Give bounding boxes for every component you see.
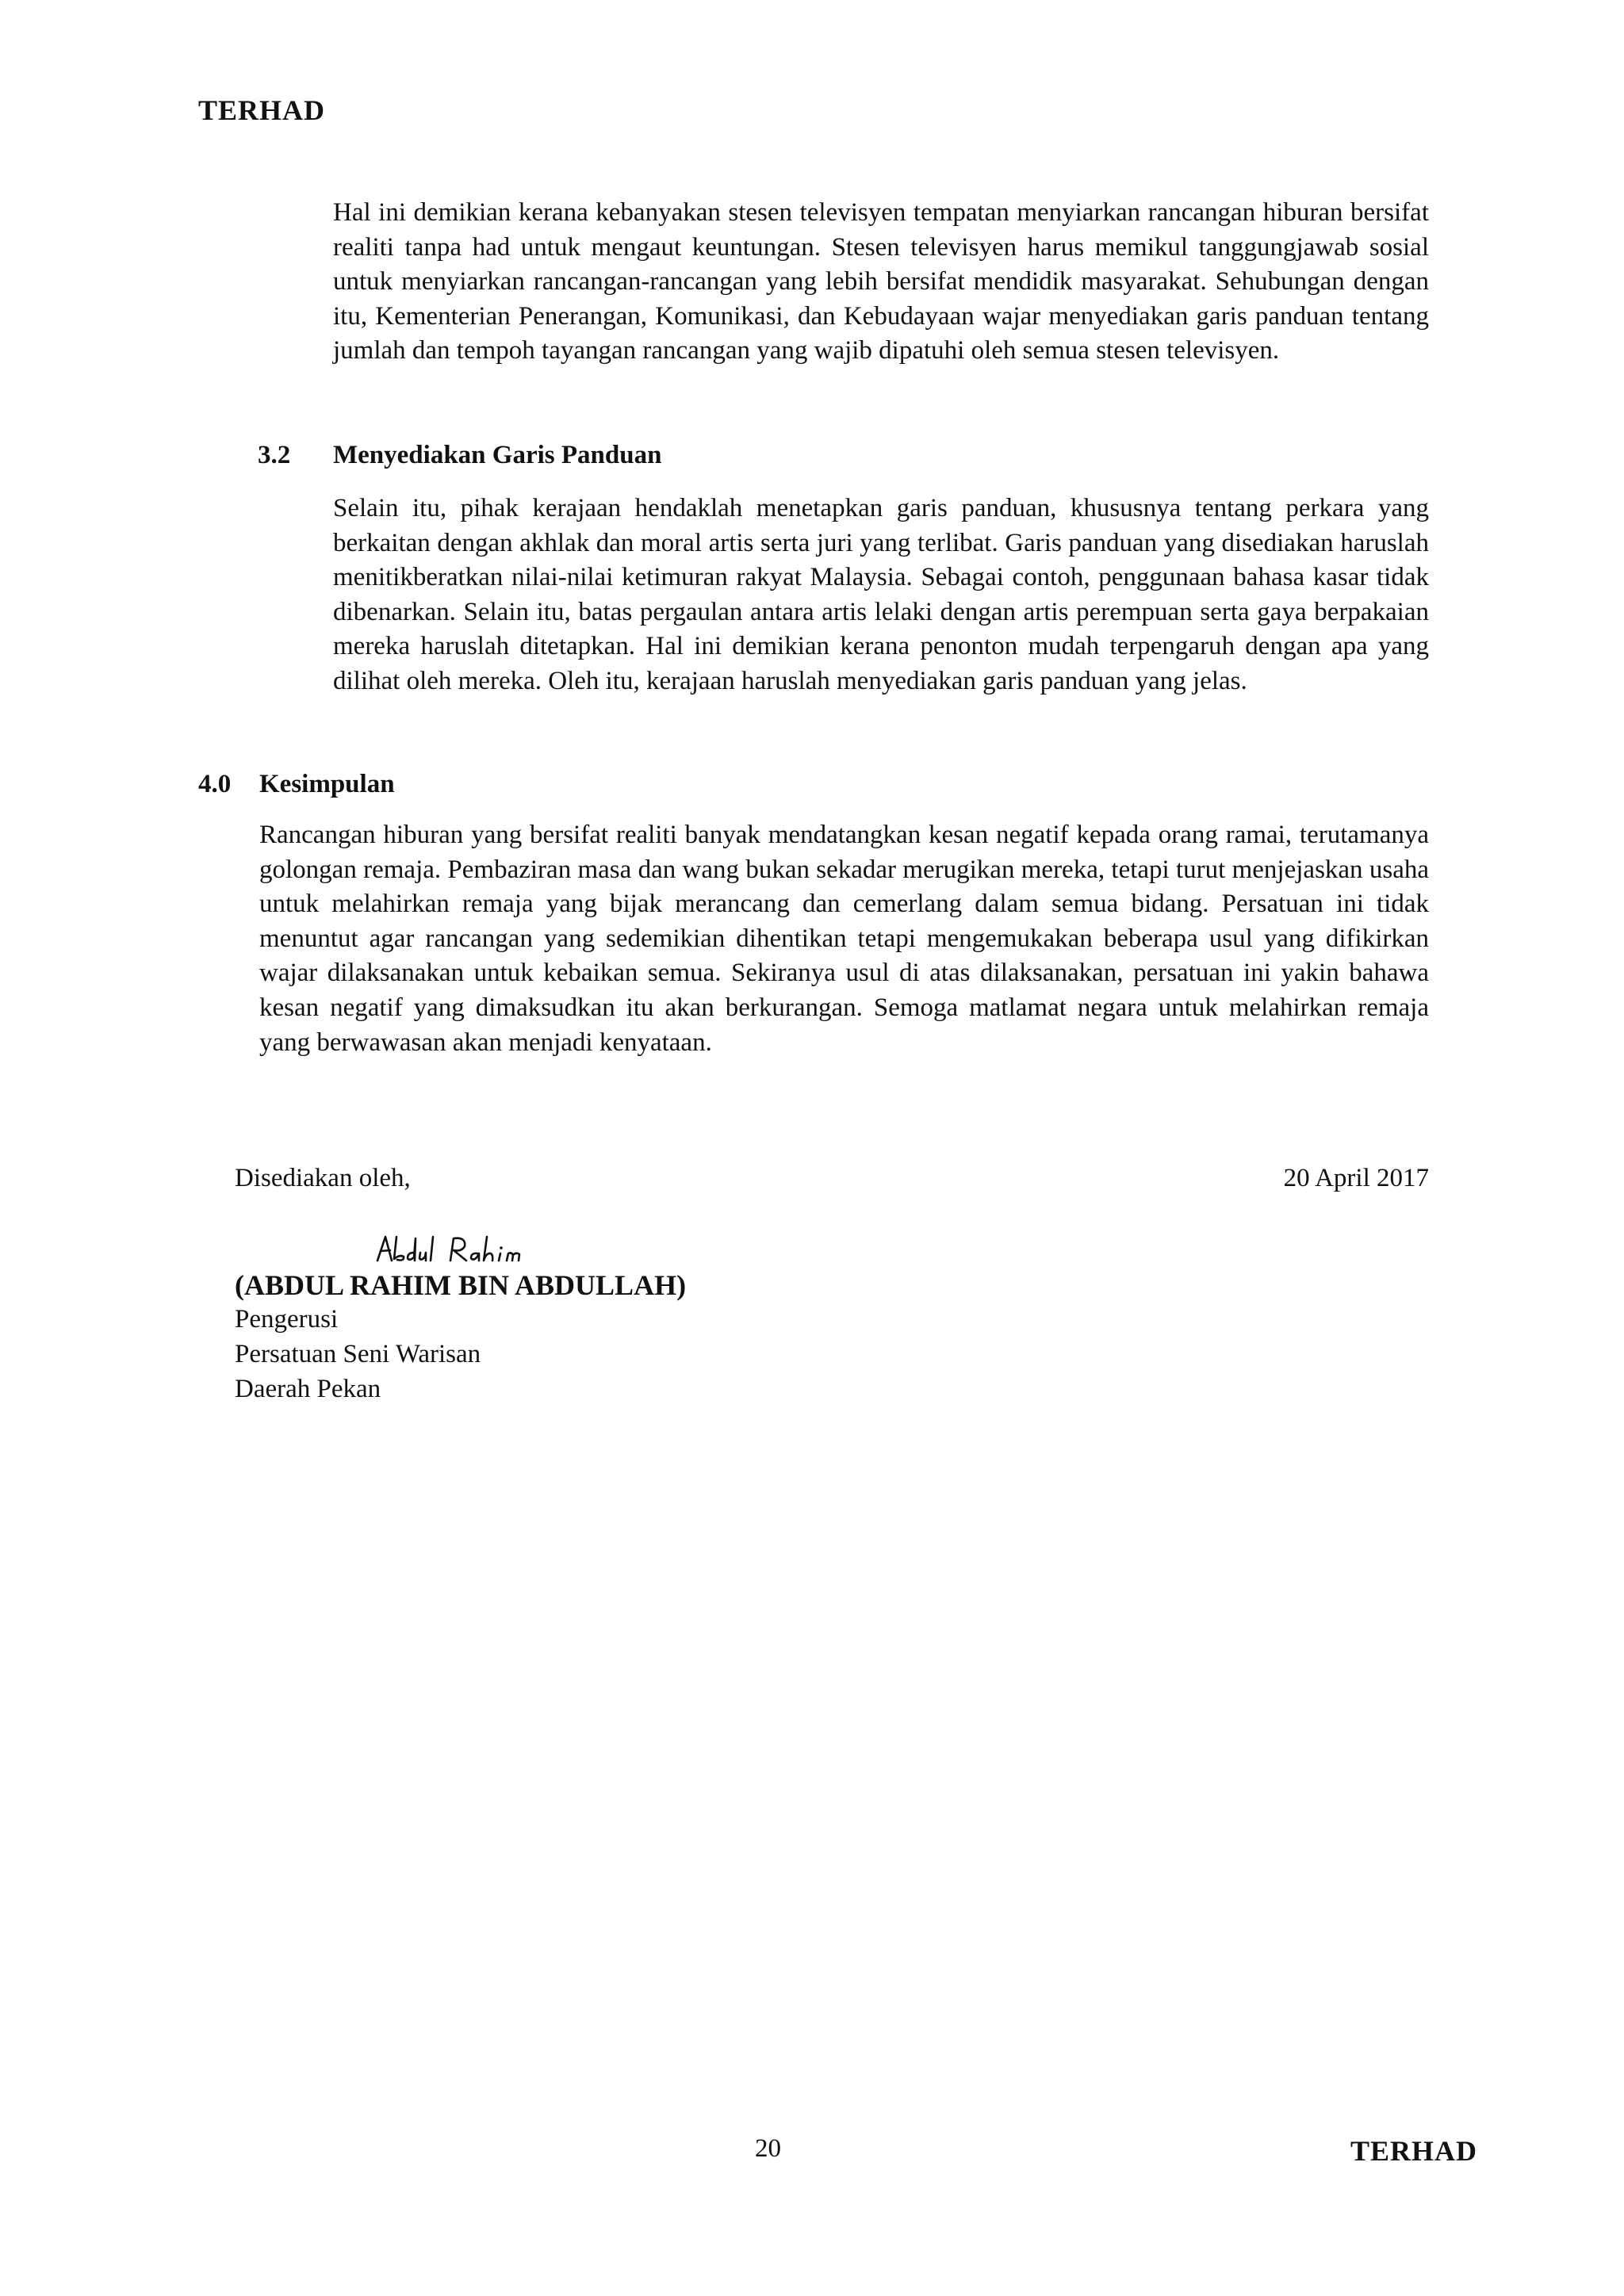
header-classification-label: TERHAD <box>198 94 326 126</box>
page-number: 20 <box>755 2134 781 2163</box>
section-3-2-title: Menyediakan Garis Panduan <box>333 441 662 469</box>
paragraph-conclusion: Rancangan hiburan yang bersifat realiti banyak mendatangkan kesan negatif kepada orang ramai, terutamanya golongan remaja. Pembaziran masa dan wang bukan sekadar merugikan mereka, tetapi turut menjejaskan usaha untuk melahirkan remaja yang bijak merancang dan cemerlang dalam semua bidang. Persatuan ini tidak menuntut agar rancangan yang sedemikian dihentikan tetapi mengemukakan beberapa usul yang difikirkan wajar dilaksanakan untuk kebaikan semua. Sekiranya usul di atas dilaksanakan, persatuan ini yakin bahawa kesan negatif yang dimaksudkan itu akan berkurangan. Semoga matlamat negara untuk melahirkan remaja yang berwawasan akan menjadi kenyataan. <box>259 821 1429 1057</box>
document-date: 20 April 2017 <box>1283 1164 1429 1192</box>
section-3-2-number: 3.2 <box>258 441 291 469</box>
section-4-0-title: Kesimpulan <box>259 770 395 798</box>
paragraph-tv-stations: Hal ini demikian kerana kebanyakan stesen televisyen tempatan menyiarkan rancangan hiburan bersifat realiti tanpa had untuk mengaut keuntungan. Stesen televisyen harus memikul tanggungjawab sosial untuk menyiarkan rancangan-rancangan yang lebih bersifat mendidik masyarakat. Sehubungan dengan itu, Kementerian Penerangan, Komunikasi, dan Kebudayaan wajar menyediakan garis panduan tentang jumlah dan tempoh tayangan rancangan yang wajib dipatuhi oleh semua stesen televisyen. <box>333 198 1429 365</box>
handwritten-signature <box>373 1230 531 1269</box>
signer-position: Pengerusi <box>235 1305 339 1334</box>
footer-classification-label: TERHAD <box>1350 2135 1477 2167</box>
signer-name: (ABDUL RAHIM BIN ABDULLAH) <box>235 1269 687 1301</box>
section-4-0-number: 4.0 <box>198 770 232 798</box>
prepared-by-label: Disediakan oleh, <box>235 1164 411 1192</box>
signer-district: Daerah Pekan <box>235 1375 381 1403</box>
paragraph-guidelines: Selain itu, pihak kerajaan hendaklah menetapkan garis panduan, khususnya tentang perkara yang berkaitan dengan akhlak dan moral artis serta juri yang terlibat. Garis panduan yang disediakan haruslah menitikberatkan nilai-nilai ketimuran rakyat Malaysia. Sebagai contoh, penggunaan bahasa kasar tidak dibenarkan. Selain itu, batas pergaulan antara artis lelaki dengan artis perempuan serta gaya berpakaian mereka haruslah ditetapkan. Hal ini demikian kerana penonton mudah terpengaruh dengan apa yang dilihat oleh mereka. Oleh itu, kerajaan haruslah menyediakan garis panduan yang jelas. <box>333 494 1429 695</box>
signer-organization: Persatuan Seni Warisan <box>235 1340 481 1368</box>
